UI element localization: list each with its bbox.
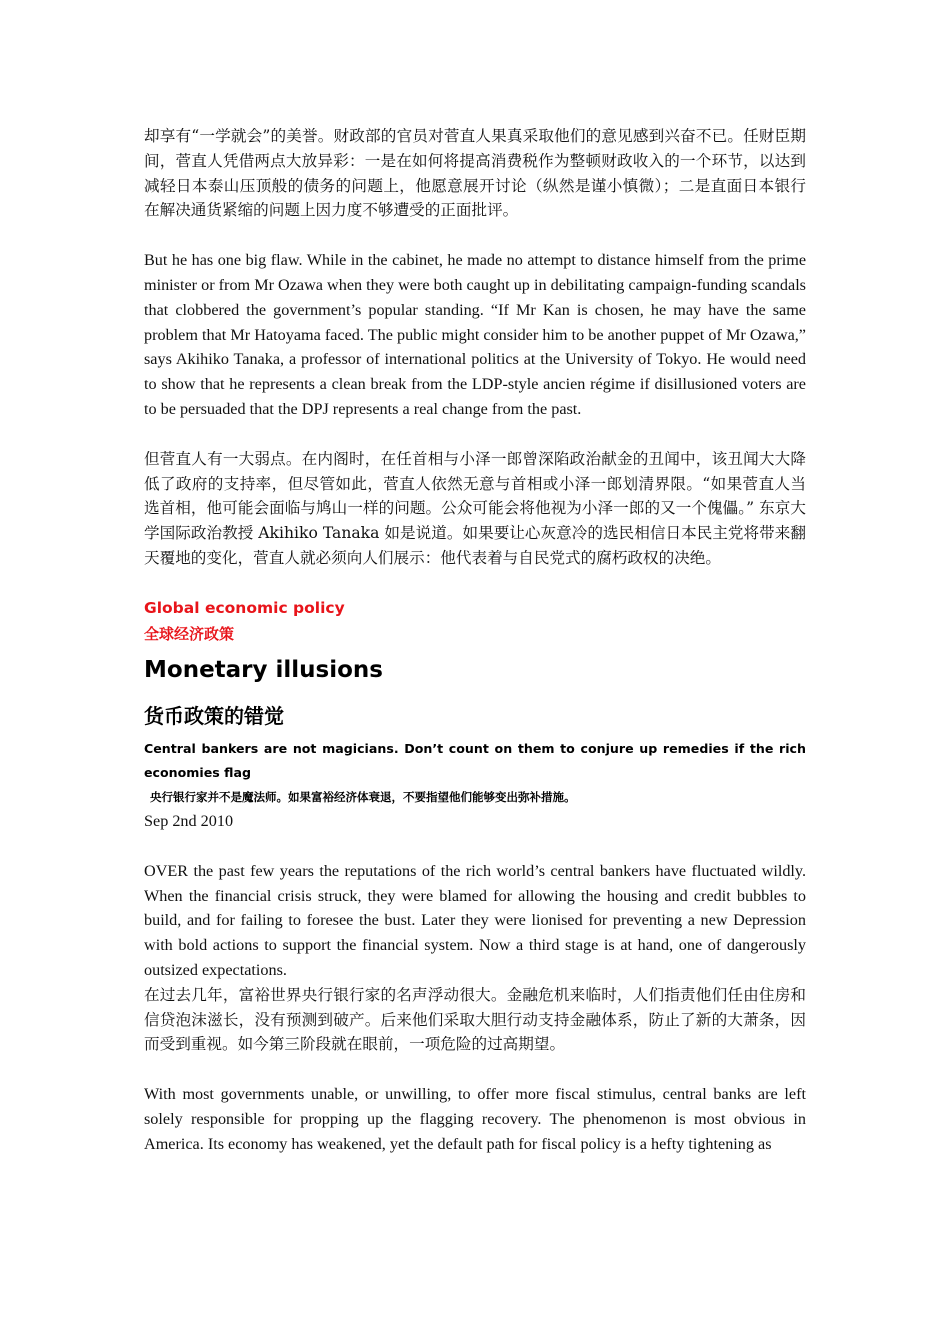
article-rubric-en: Central bankers are not magicians. Don’t count on them to conjure up remedies if the rich economies flag: [144, 740, 806, 781]
article-title-zh: 货币政策的错觉: [144, 703, 284, 728]
spacer: [144, 571, 806, 596]
paragraph-zh-4: 在过去几年，富裕世界央行银行家的名声浮动很大。金融危机来临时，人们指责他们任由住房和信贷泡沫滋长，没有预测到破产。后来他们采取大胆行动支持金融体系，防止了新的大萧条，因而受到重视。如今第三阶段就在眼前，一项危险的过高期望。: [144, 985, 806, 1054]
spacer: [144, 834, 806, 859]
spacer: [144, 1057, 806, 1082]
document-page: [144, 124, 806, 1157]
spacer: [144, 223, 806, 248]
section-label-zh: 全球经济政策: [144, 624, 235, 643]
paragraph-en-2: But he has one big flaw. While in the cabinet, he made no attempt to distance himself from the prime minister or from Mr Ozawa when they were both caught up in debilitating campaign-funding scandals that clobbered the government’s popular standing. “If Mr Kan is chosen, he may have the same problem that Mr Hatoyama faced. The public might consider him to be another puppet of Mr Ozawa,” says Akihiko Tanaka, a professor of international politics at the University of Tokyo. He would need to show that he represents a clean break from the LDP-style ancien régime if disillusioned voters are to be persuaded that the DPJ represents a real change from the past.: [144, 251, 806, 418]
paragraph-en-5: With most governments unable, or unwilling, to offer more fiscal stimulus, central banks are left solely responsible for propping up the flagging recovery. The phenomenon is most obvious in America. Its economy has weakened, yet the default path for fiscal policy is a hefty tightening as: [144, 1085, 806, 1153]
article-rubric-zh: 央行银行家并不是魔法师。如果富裕经济体衰退，不要指望他们能够变出弥补措施。: [150, 789, 576, 804]
paragraph-zh-1: 却享有“一学就会”的美誉。财政部的官员对菅直人果真采取他们的意见感到兴奋不已。任财臣期间，菅直人凭借两点大放异彩：一是在如何将提高消费税作为整顿财政收入的一个环节，以达到减轻日本泰山压顶般的债务的问题上，他愿意展开讨论（纵然是谨小慎微）；二是直面日本银行在解决通货紧缩的问题上因力度不够遭受的正面批评。: [144, 127, 806, 220]
spacer: [144, 422, 806, 447]
section-label-en: Global economic policy: [144, 598, 345, 617]
paragraph-en-4: OVER the past few years the reputations of the rich world’s central bankers have fluctuated wildly. When the financial crisis struck, they were blamed for allowing the housing and credit bubbles to build, and for failing to foresee the bust. Later they were lionised for preventing a new Depression with bold actions to support the financial system. Now a third stage is at hand, one of dangerously outsized expectations.: [144, 861, 806, 979]
paragraph-zh-3: 但菅直人有一大弱点。在内阁时，在任首相与小泽一郎曾深陷政治献金的丑闻中，该丑闻大大降低了政府的支持率，但尽管如此，菅直人依然无意与首相或小泽一郎划清界限。“如果菅直人当选首相，他可能会面临与鸠山一样的问题。公众可能会将他视为小泽一郎的又一个傀儡。” 东京大学国际政治教授 Akihiko Tanaka 如是说道。如果要让心灰意冷的选民相信日本民主党将带来翻天覆地的变化，菅直人就必须向人们展示：他代表着与自民党式的腐朽政权的决绝。: [144, 449, 806, 567]
article-date: Sep 2nd 2010: [144, 811, 234, 830]
article-title-en: Monetary illusions: [144, 656, 383, 683]
